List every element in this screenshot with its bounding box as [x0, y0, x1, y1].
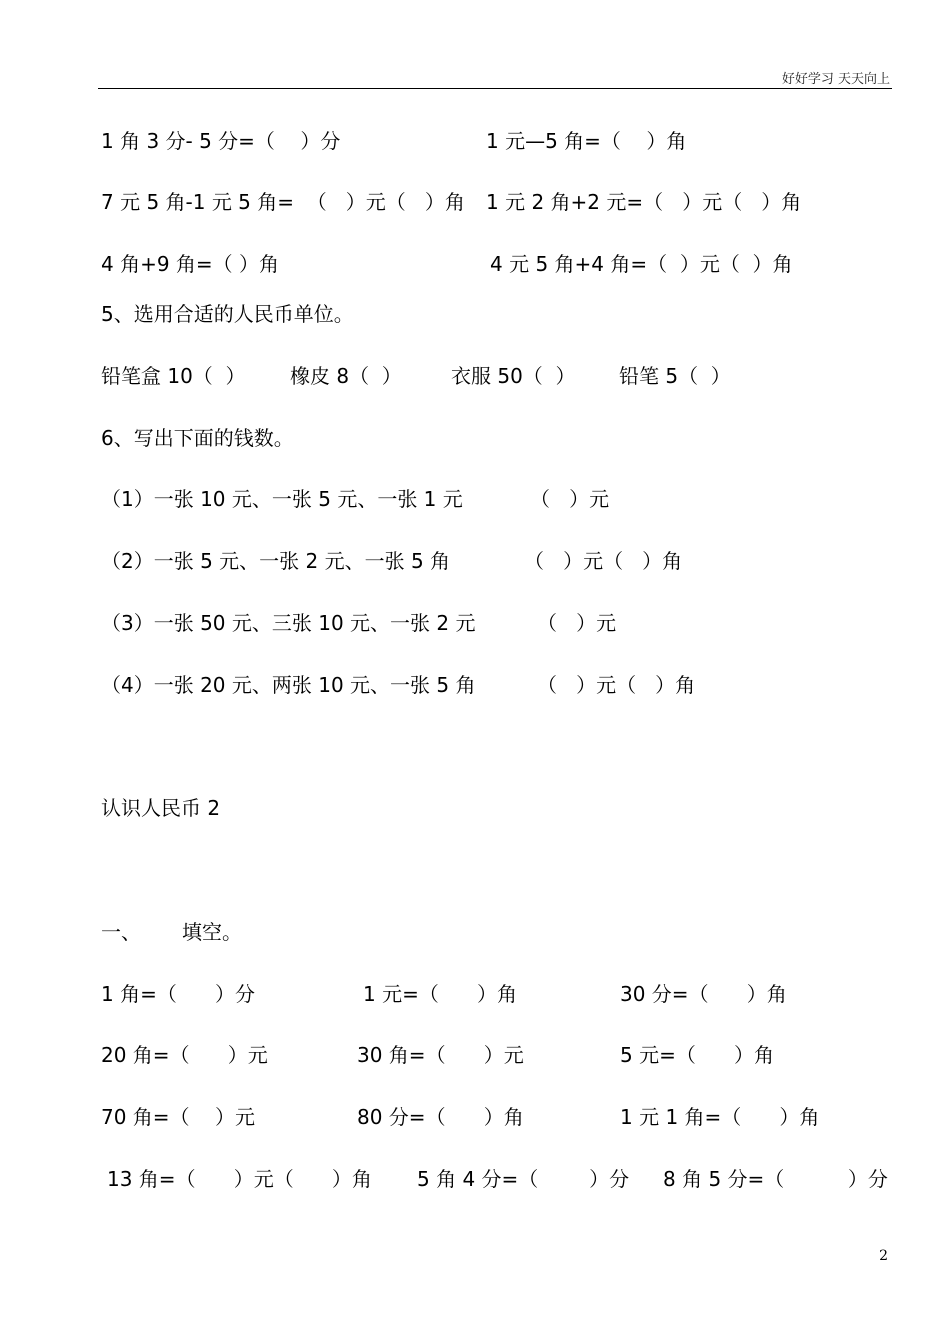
fill-4-2: 5 角 4 分=（ ）分 [417, 1167, 630, 1191]
exercise-2-1: 7 元 5 角-1 元 5 角= （ ）元（ ）角 [101, 190, 465, 214]
fill-4-1: 13 角=（ ）元（ ）角 [107, 1167, 372, 1191]
part-2-section-label: 一、 [101, 920, 141, 944]
fill-3-2: 80 分=（ ）角 [357, 1105, 524, 1129]
page-number: 2 [879, 1248, 888, 1264]
exercise-3-1: 4 角+9 角=（ ）角 [101, 252, 280, 276]
money-item-3-answer: （ ）元 [537, 611, 617, 635]
fill-2-1: 20 角=（ ）元 [101, 1043, 268, 1067]
unit-item-clothes: 衣服 50（ ） [451, 364, 576, 388]
money-item-3-desc: （3）一张 50 元、三张 10 元、一张 2 元 [101, 611, 476, 635]
exercise-1-1: 1 角 3 分- 5 分=（ ）分 [101, 129, 341, 153]
unit-item-pencil: 铅笔 5（ ） [619, 364, 731, 388]
money-item-2-desc: （2）一张 5 元、一张 2 元、一张 5 角 [101, 549, 451, 573]
exercise-2-2: 1 元 2 角+2 元=（ ）元（ ）角 [486, 190, 802, 214]
section-6-title: 6、写出下面的钱数。 [101, 426, 294, 450]
exercise-3-2: 4 元 5 角+4 角=（ ）元（ ）角 [490, 252, 793, 276]
header-divider [98, 88, 892, 89]
fill-2-3: 5 元=（ ）角 [620, 1043, 774, 1067]
fill-1-3: 30 分=（ ）角 [620, 982, 787, 1006]
money-item-2-answer: （ ）元（ ）角 [524, 549, 683, 573]
fill-1-2: 1 元=（ ）角 [363, 982, 517, 1006]
money-item-1-answer: （ ）元 [530, 487, 610, 511]
money-item-4-answer: （ ）元（ ）角 [537, 673, 696, 697]
unit-item-pencil-box: 铅笔盒 10（ ） [101, 364, 246, 388]
unit-item-eraser: 橡皮 8（ ） [290, 364, 402, 388]
fill-2-2: 30 角=（ ）元 [357, 1043, 524, 1067]
part-2-title: 认识人民币 2 [101, 796, 221, 820]
header-slogan: 好好学习 天天向上 [781, 72, 890, 87]
exercise-1-2: 1 元—5 角=（ ）角 [486, 129, 687, 153]
money-item-1-desc: （1）一张 10 元、一张 5 元、一张 1 元 [101, 487, 463, 511]
fill-1-1: 1 角=（ ）分 [101, 982, 255, 1006]
fill-3-1: 70 角=（ ）元 [101, 1105, 255, 1129]
money-item-4-desc: （4）一张 20 元、两张 10 元、一张 5 角 [101, 673, 476, 697]
section-5-title: 5、选用合适的人民币单位。 [101, 302, 354, 326]
fill-4-3: 8 角 5 分=（ ）分 [663, 1167, 888, 1191]
fill-3-3: 1 元 1 角=（ ）角 [620, 1105, 820, 1129]
part-2-section-title: 填空。 [182, 920, 242, 944]
